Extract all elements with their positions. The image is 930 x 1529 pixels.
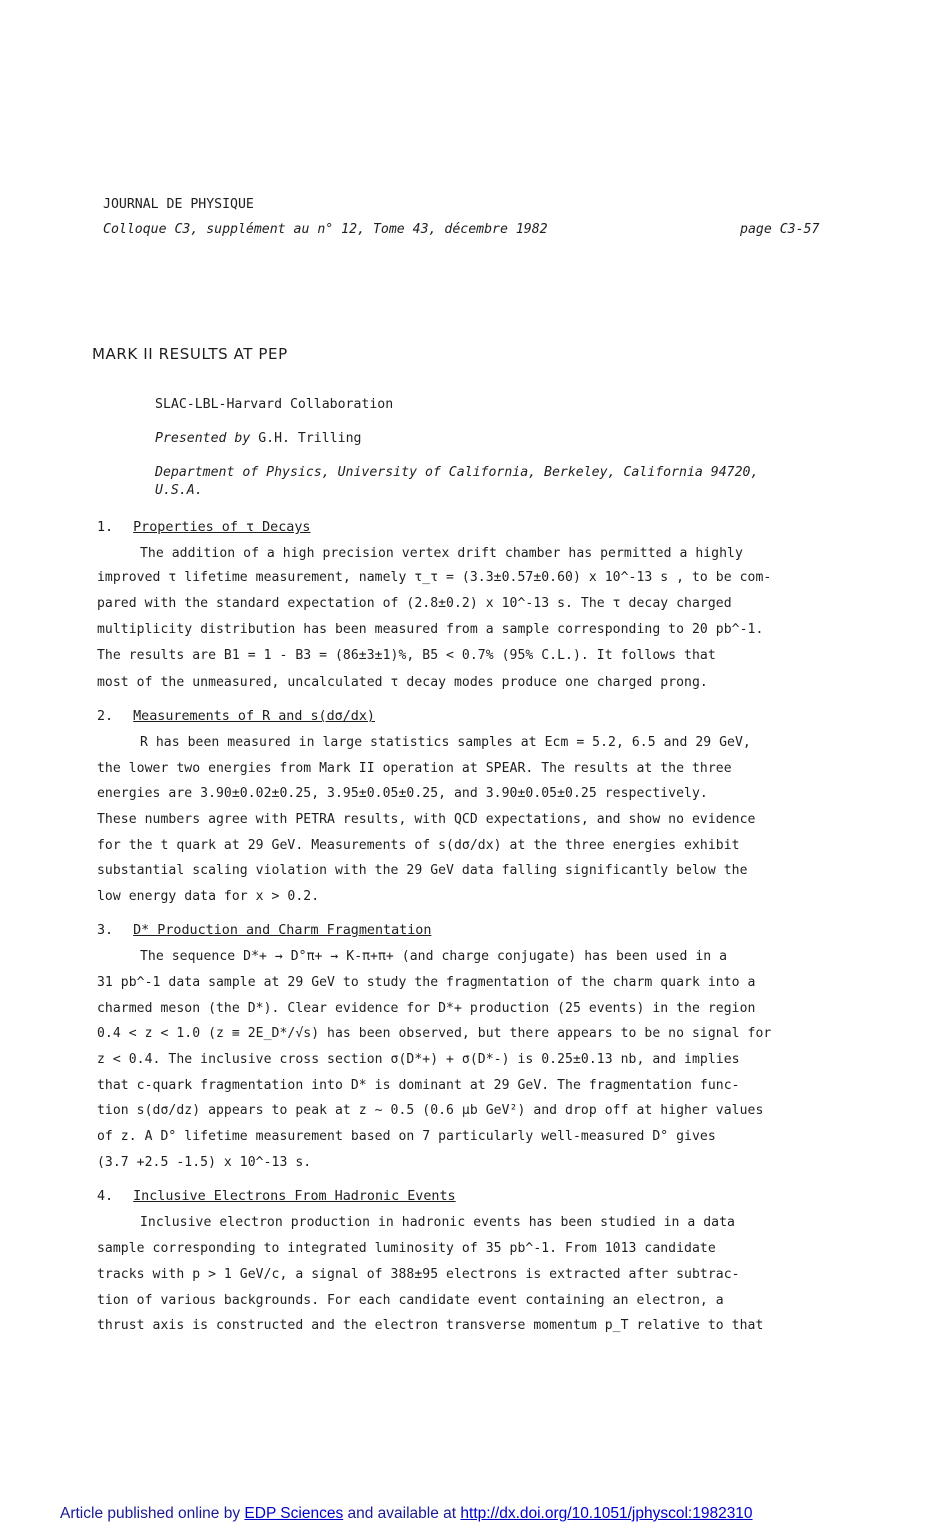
paragraph-line: thrust axis is constructed and the electron transverse momentum p_T relative to that [97, 1318, 764, 1333]
paragraph-line: most of the unmeasured, uncalculated τ decay modes produce one charged prong. [97, 675, 708, 690]
paragraph-line: z < 0.4. The inclusive cross section σ(D*+) + σ(D*-) is 0.25±0.13 nb, and implies [97, 1052, 740, 1067]
paragraph-line: pared with the standard expectation of (2.8±0.2) x 10^-13 s. The τ decay charged [97, 596, 732, 611]
publication-footer [60, 1505, 753, 1523]
affiliation-line-1: Department of Physics, University of California, Berkeley, California 94720, [155, 465, 759, 480]
paragraph-line: of z. A D° lifetime measurement based on 7 particularly well-measured D° gives [97, 1129, 716, 1144]
paper-title: MARK II RESULTS AT PEP [92, 345, 288, 363]
section-heading-2 [97, 709, 375, 724]
section-title: Properties of τ Decays [133, 520, 311, 535]
paragraph-line: charmed meson (the D*). Clear evidence for D*+ production (25 events) in the region [97, 1001, 756, 1016]
paragraph-line: The results are B1 = 1 - B3 = (86±3±1)%, B5 < 0.7% (95% C.L.). It follows that [97, 648, 716, 663]
section-heading-1 [97, 520, 311, 535]
section-number: 1. [97, 520, 114, 535]
section-number: 2. [97, 709, 114, 724]
paragraph-line: multiplicity distribution has been measured from a sample corresponding to 20 pb^-1. [97, 622, 764, 637]
page-number: page C3-57 [740, 222, 820, 237]
paragraph-line: tion s(dσ/dz) appears to peak at z ~ 0.5 (0.6 μb GeV²) and drop off at higher values [97, 1103, 764, 1118]
section-heading-4 [97, 1189, 456, 1204]
paragraph-line: tracks with p > 1 GeV/c, a signal of 388±95 electrons is extracted after subtrac- [97, 1267, 740, 1282]
footer-middle: and available at [347, 1505, 457, 1522]
collaboration: SLAC-LBL-Harvard Collaboration [155, 397, 394, 412]
section-title: Measurements of R and s(dσ/dx) [133, 709, 375, 724]
presenter-name: G.H. Trilling [258, 431, 362, 446]
presenter-line [155, 431, 361, 446]
paragraph-line: for the t quark at 29 GeV. Measurements of s(dσ/dx) at the three energies exhibit [97, 838, 740, 853]
section-number: 3. [97, 923, 114, 938]
footer-prefix: Article published online by [60, 1505, 241, 1522]
section-title: D* Production and Charm Fragmentation [133, 923, 432, 938]
section-title: Inclusive Electrons From Hadronic Events [133, 1189, 456, 1204]
paragraph-line: The sequence D*+ → D°π+ → K-π+π+ (and charge conjugate) has been used in a [140, 949, 728, 964]
paragraph-line: The addition of a high precision vertex drift chamber has permitted a highly [140, 546, 743, 561]
doi-link[interactable]: http://dx.doi.org/10.1051/jphyscol:1982310 [460, 1505, 753, 1522]
paragraph-line: low energy data for x > 0.2. [97, 889, 320, 904]
paragraph-line: Inclusive electron production in hadronic events has been studied in a data [140, 1215, 735, 1230]
paragraph-line: R has been measured in large statistics samples at Ecm = 5.2, 6.5 and 29 GeV, [140, 735, 751, 750]
paragraph-line: substantial scaling violation with the 29 GeV data falling significantly below the [97, 863, 748, 878]
publisher-link[interactable]: EDP Sciences [244, 1505, 344, 1522]
section-heading-3 [97, 923, 431, 938]
colloque-info: Colloque C3, supplément au n° 12, Tome 43, décembre 1982 [103, 222, 548, 237]
paragraph-line: improved τ lifetime measurement, namely τ_τ = (3.3±0.57±0.60) x 10^-13 s , to be com- [97, 570, 772, 585]
section-number: 4. [97, 1189, 114, 1204]
paragraph-line: These numbers agree with PETRA results, with QCD expectations, and show no evidence [97, 812, 756, 827]
journal-name: JOURNAL DE PHYSIQUE [103, 197, 254, 212]
paragraph-line: energies are 3.90±0.02±0.25, 3.95±0.05±0.25, and 3.90±0.05±0.25 respectively. [97, 786, 708, 801]
paragraph-line: that c-quark fragmentation into D* is dominant at 29 GeV. The fragmentation func- [97, 1078, 740, 1093]
paragraph-line: the lower two energies from Mark II operation at SPEAR. The results at the three [97, 761, 732, 776]
paragraph-line: 0.4 < z < 1.0 (z ≡ 2E_D*/√s) has been observed, but there appears to be no signal for [97, 1026, 772, 1041]
paragraph-line: tion of various backgrounds. For each candidate event containing an electron, a [97, 1293, 724, 1308]
presenter-prefix: Presented by [155, 431, 251, 446]
paragraph-line: (3.7 +2.5 -1.5) x 10^-13 s. [97, 1155, 312, 1170]
paragraph-line: sample corresponding to integrated luminosity of 35 pb^-1. From 1013 candidate [97, 1241, 716, 1256]
affiliation-line-2: U.S.A. [155, 483, 203, 498]
paragraph-line: 31 pb^-1 data sample at 29 GeV to study the fragmentation of the charm quark into a [97, 975, 756, 990]
